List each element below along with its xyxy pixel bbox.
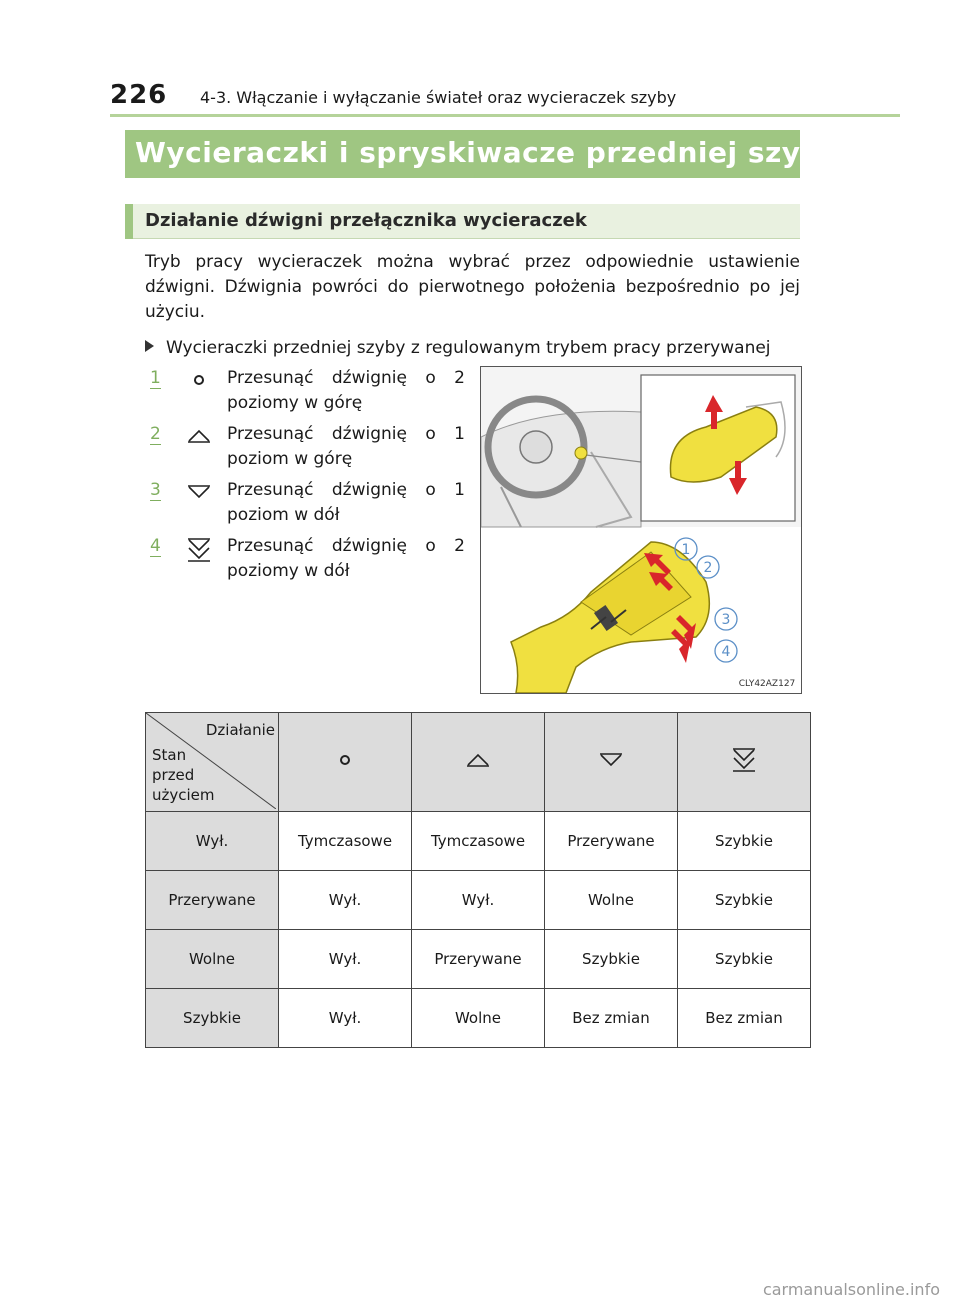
page-number: 226	[110, 80, 168, 110]
section-title: Wycieraczki i spryskiwacze przedniej szyby	[135, 136, 840, 169]
single-up-icon	[184, 424, 214, 448]
row-header-cell: Przerywane	[146, 871, 279, 930]
table-cell: Szybkie	[678, 871, 811, 930]
row-header-cell: Szybkie	[146, 989, 279, 1048]
table-cell: Wolne	[412, 989, 545, 1048]
single-down-icon	[596, 748, 626, 772]
table-cell: Wył.	[279, 871, 412, 930]
table-corner-cell	[146, 713, 279, 812]
corner-state-label: Stan przed użyciem	[152, 746, 215, 804]
mist-circle-icon	[184, 368, 214, 392]
table-cell: Wył.	[279, 989, 412, 1048]
table-row	[146, 989, 811, 1048]
chapter-heading: 4-3. Włączanie i wyłączanie świateł oraz wycieraczek szyby	[200, 88, 677, 107]
table-cell: Szybkie	[678, 812, 811, 871]
single-down-icon	[184, 480, 214, 504]
step-text: Przesunąć dźwignię o 1 poziom w górę	[227, 424, 465, 469]
table-cell: Wył.	[412, 871, 545, 930]
header-divider	[110, 114, 900, 117]
bullet-arrow-icon	[145, 340, 154, 352]
wiper-lever-illustration	[480, 366, 802, 694]
row-header-cell: Wolne	[146, 930, 279, 989]
step-number: 1	[150, 368, 161, 388]
single-up-icon	[463, 748, 493, 772]
table-cell: Tymczasowe	[412, 812, 545, 871]
table-cell: Przerywane	[545, 812, 678, 871]
table-col-header	[678, 713, 811, 812]
table-cell: Bez zmian	[545, 989, 678, 1048]
subsection-title: Działanie dźwigni przełącznika wycieraczek	[145, 210, 587, 231]
table-cell: Szybkie	[545, 930, 678, 989]
step-number: 4	[150, 536, 161, 556]
table-row	[146, 812, 811, 871]
callout-3: 3	[721, 612, 731, 628]
row-header-cell: Wył.	[146, 812, 279, 871]
mist-circle-icon	[330, 748, 360, 772]
table-cell: Wolne	[545, 871, 678, 930]
table-cell: Wył.	[279, 930, 412, 989]
intro-paragraph: Tryb pracy wycieraczek można wybrać przez odpowiednie ustawienie dźwigni. Dźwignia powróci do pierwotnego położenia bezpośrednio po jej użyciu.	[145, 252, 800, 322]
step-number: 3	[150, 480, 161, 500]
table-col-header	[279, 713, 412, 812]
footer-watermark[interactable]: carmanualsonline.info	[762, 1280, 940, 1299]
double-down-icon	[729, 746, 759, 774]
corner-action-label: Działanie	[205, 721, 275, 739]
wiper-lever-drawing	[481, 367, 801, 693]
step-text: Przesunąć dźwignię o 2 poziomy w górę	[227, 368, 465, 413]
table-col-header	[545, 713, 678, 812]
step-text: Przesunąć dźwignię o 2 poziomy w dół	[227, 536, 465, 581]
bullet-text: Wycieraczki przedniej szyby z regulowanym trybem pracy przerywanej	[166, 338, 771, 358]
double-down-icon	[184, 536, 214, 564]
table-cell: Bez zmian	[678, 989, 811, 1048]
step-text: Przesunąć dźwignię o 1 poziom w dół	[227, 480, 465, 525]
step-number: 2	[150, 424, 161, 444]
callout-2: 2	[703, 560, 713, 576]
callout-4: 4	[721, 644, 731, 660]
bullet-item	[145, 338, 771, 358]
figure-code: CLY42AZ127	[738, 679, 796, 689]
table-row	[146, 930, 811, 989]
wiper-operation-table	[145, 712, 811, 1048]
subsection-accent	[125, 204, 133, 239]
callout-1: 1	[681, 542, 691, 558]
table-row	[146, 871, 811, 930]
table-col-header	[412, 713, 545, 812]
table-cell: Szybkie	[678, 930, 811, 989]
table-cell: Tymczasowe	[279, 812, 412, 871]
table-cell: Przerywane	[412, 930, 545, 989]
